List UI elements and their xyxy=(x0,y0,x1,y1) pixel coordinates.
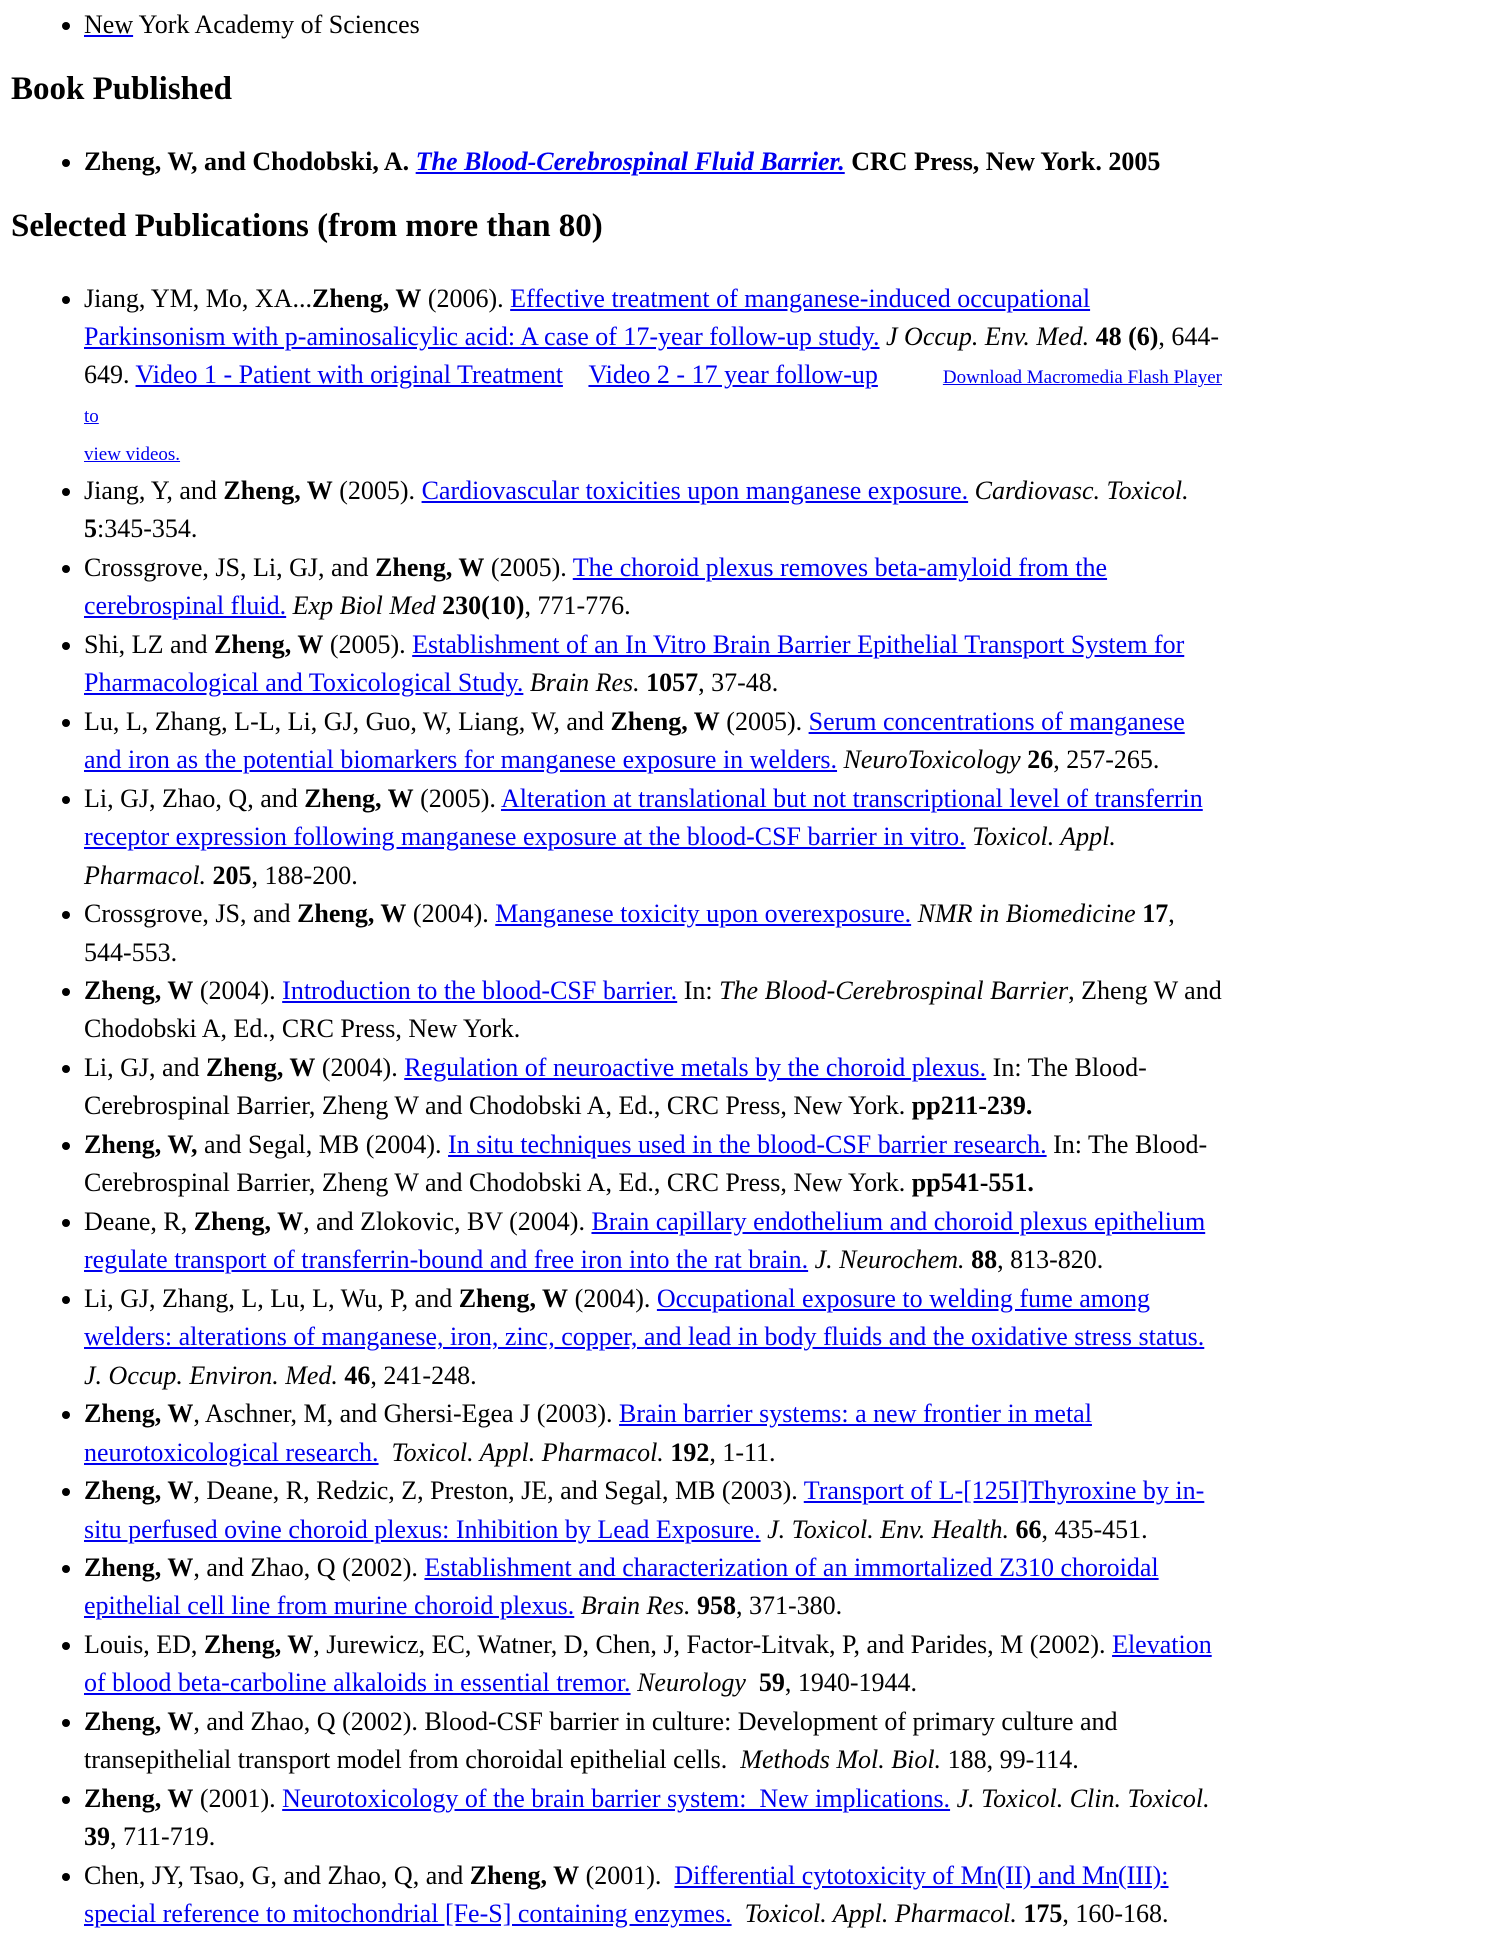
flash-player-download-link[interactable]: Download Macromedia Flash Player to xyxy=(84,367,1223,427)
citation-text: The Blood-Cerebrospinal Barrier xyxy=(719,975,1069,1005)
citation-text: Lu, L, Zhang, L-L, Li, GJ, Guo, W, Liang, W, and xyxy=(84,706,611,736)
publication-citation xyxy=(84,1280,1226,1395)
publication-title-link[interactable]: Occupational exposure to welding fume among welders: alterations of manganese, iron, zinc, copper, and lead in body fluids and the oxidative stress status. xyxy=(84,1283,1205,1352)
citation-text: 66 xyxy=(1015,1514,1042,1544)
citation-text: Brain Res. xyxy=(574,1591,698,1621)
citation-text: J. Occup. Environ. Med. xyxy=(84,1360,345,1390)
citation-text: Methods Mol. Biol. xyxy=(733,1745,948,1775)
citation-text: 26 xyxy=(1027,745,1054,775)
citation-text: (2004). xyxy=(193,975,283,1005)
citation-text: 48 (6) xyxy=(1095,322,1159,351)
publication-title-link[interactable]: Alteration at translational but not transcriptional level of transferrin receptor expression following manganese exposure at the blood-CSF barrier in vitro. xyxy=(84,783,1203,852)
citation-text: Zheng, W xyxy=(214,629,324,659)
citation-text: Zheng, W, xyxy=(84,1129,198,1159)
citation-text: 1057 xyxy=(646,668,699,698)
citation-text: Zheng, W xyxy=(223,475,333,505)
citation-text: 230(10) xyxy=(442,591,525,621)
book-citation xyxy=(84,143,1226,181)
citation-text xyxy=(878,360,943,389)
citation-text: Zheng, W xyxy=(375,552,485,582)
publication-citation xyxy=(84,1395,1226,1472)
publication-title-link[interactable]: The choroid plexus removes beta-amyloid from the cerebrospinal fluid. xyxy=(84,552,1108,621)
citation-text: (2005). xyxy=(332,475,422,505)
citation-text: Neurology xyxy=(630,1668,759,1698)
citation-text: , 544-553. xyxy=(84,899,1175,967)
citation-text: , 435-451. xyxy=(1041,1514,1148,1544)
citation-text: , and Zhao, Q (2002). xyxy=(193,1553,425,1582)
publication-title-link[interactable]: Serum concentrations of manganese and iron as the potential biomarkers for manganese exposure in welders. xyxy=(84,706,1185,775)
citation-text: 188, 99-114. xyxy=(947,1745,1079,1775)
publication-title-link[interactable]: Elevation of blood beta-carboline alkaloids in essential tremor. xyxy=(84,1629,1212,1698)
citation-text: :345-354. xyxy=(97,514,198,544)
citation-text: , 241-248. xyxy=(370,1360,477,1390)
citation-text: and Segal, MB (2004). xyxy=(197,1129,449,1159)
citation-text: 46 xyxy=(344,1360,371,1390)
publication-citation xyxy=(84,1626,1226,1703)
citation-text: Zheng, W xyxy=(193,1206,304,1236)
publication-title-link[interactable]: Effective treatment of manganese-induced occupational Parkinsonism with p-aminosalicylic acid: A case of 17-year follow-up study. xyxy=(84,283,1091,351)
citation-text: , 644-649. xyxy=(84,322,1220,390)
citation-text: Li, GJ, Zhang, L, Lu, L, Wu, P, and xyxy=(84,1283,459,1313)
publication-citation xyxy=(84,972,1226,1049)
publication-title-link[interactable]: Transport of L-[125I]Thyroxine by in-situ perfused ovine choroid plexus: Inhibition by Lead Exposure. xyxy=(84,1476,1205,1544)
citation-text: , 160-168. xyxy=(1062,1899,1169,1929)
publication-citation xyxy=(84,472,1226,549)
citation-text: In: The Blood-Cerebrospinal Barrier, Zheng W and Chodobski A, Ed., CRC Press, New York. xyxy=(84,1129,1208,1198)
citation-text: Toxicol. Appl. Pharmacol. xyxy=(84,822,1116,890)
citation-text: Zheng, W xyxy=(84,975,194,1005)
citation-text: , Zheng W and Chodobski A, Ed., CRC Press, New York. xyxy=(84,975,1222,1044)
publication-title-link[interactable]: Differential cytotoxicity of Mn(II) and Mn(III): special reference to mitochondrial [Fe-S] containing enzymes. xyxy=(84,1860,1169,1929)
citation-text: 39 xyxy=(84,1822,110,1852)
citation-text: Zheng, W xyxy=(206,1052,316,1082)
citation-text: Zheng, W xyxy=(84,1476,194,1506)
citation-text: , 771-776. xyxy=(524,591,631,621)
citation-text: (2006). xyxy=(421,283,511,313)
citation-text xyxy=(563,360,589,389)
citation-text: 88 xyxy=(971,1245,998,1275)
citation-text: , 711-719. xyxy=(110,1822,216,1852)
publication-title-link[interactable]: Cardiovascular toxicities upon manganese exposure. xyxy=(421,475,969,505)
publication-title-link[interactable]: Establishment of an In Vitro Brain Barrier Epithelial Transport System for Pharmacological and Toxicological Study. xyxy=(84,629,1185,698)
citation-text: Brain Res. xyxy=(523,668,647,698)
citation-text: Exp Biol Med xyxy=(286,591,443,621)
publication-citation xyxy=(84,895,1226,972)
publication-title-link[interactable]: Introduction to the blood-CSF barrier. xyxy=(282,975,678,1005)
publication-title-link[interactable]: Regulation of neuroactive metals by the choroid plexus. xyxy=(404,1052,987,1082)
flash-player-download-link[interactable]: view videos. xyxy=(84,444,181,466)
citation-text: Cardiovasc. Toxicol. xyxy=(968,475,1189,505)
citation-text: , 1940-1944. xyxy=(784,1668,918,1698)
citation-text: (2005). xyxy=(413,783,501,813)
citation-text: 59 xyxy=(758,1668,785,1698)
publications-page xyxy=(11,6,1226,1934)
citation-text: 958 xyxy=(697,1591,737,1621)
citation-text: Li, GJ, and xyxy=(84,1052,207,1082)
citation-text: Jiang, Y, and xyxy=(84,475,224,505)
citation-text: Chen, JY, Tsao, G, and Zhao, Q, and xyxy=(84,1860,470,1890)
citation-text: 17 xyxy=(1142,899,1169,929)
citation-text: Li, GJ, Zhao, Q, and xyxy=(84,783,305,813)
citation-text: York Academy of Sciences xyxy=(133,10,420,39)
book-published-heading: Book Published xyxy=(11,71,233,108)
publication-title-link[interactable]: Neurotoxicology of the brain barrier system: New implications. xyxy=(282,1783,951,1813)
citation-text: (2004). xyxy=(315,1052,405,1082)
video-1-link[interactable]: Video 1 - Patient with original Treatment xyxy=(135,360,563,390)
citation-text: 205 xyxy=(212,860,252,890)
affiliations-list xyxy=(11,6,1226,44)
video-2-link[interactable]: Video 2 - 17 year follow-up xyxy=(588,360,878,390)
publication-citation xyxy=(84,1049,1226,1126)
citation-text: (2001). xyxy=(193,1783,283,1813)
citation-text: Zheng, W xyxy=(84,1706,194,1736)
citation-text: Zheng, W xyxy=(84,1783,194,1813)
citation-text: Zheng, W xyxy=(203,1629,314,1659)
publication-citation xyxy=(84,1126,1226,1203)
citation-text: , 37-48. xyxy=(698,668,779,698)
citation-text: , 813-820. xyxy=(997,1245,1104,1275)
citation-text: , Deane, R, Redzic, Z, Preston, JE, and Segal, MB (2003). xyxy=(193,1476,804,1506)
book-published-list xyxy=(11,143,1226,181)
citation-text: CRC Press, New York. 2005 xyxy=(844,146,1161,176)
citation-text: (2004). xyxy=(568,1283,657,1313)
selected-publications-heading: Selected Publications (from more than 80) xyxy=(11,208,603,245)
citation-text: (2005). xyxy=(484,552,573,582)
publication-citation xyxy=(84,549,1226,626)
citation-text: Zheng, W, and Chodobski, A. xyxy=(84,146,416,176)
publication-title-link[interactable]: Establishment and characterization of an immortalized Z310 choroidal epithelial cell line from murine choroid plexus. xyxy=(84,1553,1159,1621)
citation-text: Crossgrove, JS, Li, GJ, and xyxy=(84,552,376,582)
citation-text: , 188-200. xyxy=(251,860,358,890)
citation-text: (2004). xyxy=(406,899,496,929)
citation-text: Louis, ED, xyxy=(84,1629,204,1659)
citation-text: Deane, R, xyxy=(84,1206,194,1236)
publication-title-link[interactable]: Brain capillary endothelium and choroid plexus epithelium regulate transport of transferrin-bound and free iron into the rat brain. xyxy=(84,1206,1206,1275)
citation-text: Crossgrove, JS, and xyxy=(84,899,298,929)
citation-text: Zheng, W xyxy=(304,783,414,813)
new-york-academy-link[interactable]: New xyxy=(84,10,134,39)
citation-text: (2005). xyxy=(719,706,809,736)
book-title-link[interactable]: The Blood-Cerebrospinal Fluid Barrier. xyxy=(415,146,845,176)
citation-text: (2005). xyxy=(323,629,413,659)
citation-text: Jiang, YM, Mo, XA... xyxy=(84,283,312,313)
publication-citation xyxy=(84,703,1226,780)
publication-citation xyxy=(84,1549,1226,1626)
citation-text: Zheng, W xyxy=(84,1399,194,1429)
citation-text: , 257-265. xyxy=(1053,745,1160,775)
publication-citation xyxy=(84,1472,1226,1549)
citation-text: Zheng, W xyxy=(469,1860,580,1890)
citation-text: pp211-239. xyxy=(911,1091,1033,1121)
citation-text: , 1-11. xyxy=(709,1437,776,1467)
citation-text: J. Toxicol. Env. Health. xyxy=(760,1514,1016,1544)
citation-text: , and Zlokovic, BV (2004). xyxy=(303,1206,592,1236)
citation-text: J Occup. Env. Med. xyxy=(879,322,1096,351)
publication-citation xyxy=(84,1780,1226,1857)
citation-text: 175 xyxy=(1023,1899,1063,1929)
citation-text: , Aschner, M, and Ghersi-Egea J (2003). xyxy=(193,1399,620,1429)
publication-title-link[interactable]: In situ techniques used in the blood-CSF barrier research. xyxy=(448,1129,1047,1159)
citation-text: 192 xyxy=(670,1437,710,1467)
citation-text: Zheng, W xyxy=(297,899,407,929)
publication-citation xyxy=(84,1857,1226,1934)
publication-citation xyxy=(84,626,1226,703)
citation-text: In: xyxy=(677,975,720,1005)
citation-text: NeuroToxicology xyxy=(837,745,1028,775)
citation-text: Zheng, W xyxy=(610,706,720,736)
citation-text: , Jurewicz, EC, Watner, D, Chen, J, Factor-Litvak, P, and Parides, M (2002). xyxy=(313,1629,1113,1659)
citation-text: J. Toxicol. Clin. Toxicol. xyxy=(950,1783,1210,1813)
citation-text: Toxicol. Appl. Pharmacol. xyxy=(378,1437,671,1467)
citation-text: (2001). xyxy=(579,1860,675,1890)
citation-text: Zheng, W xyxy=(311,283,422,313)
publication-title-link[interactable]: Brain barrier systems: a new frontier in metal neurotoxicological research. xyxy=(84,1399,1092,1467)
publication-citation xyxy=(84,780,1226,895)
publication-title-link[interactable]: Manganese toxicity upon overexposure. xyxy=(495,899,912,929)
citation-text: In: The Blood-Cerebrospinal Barrier, Zheng W and Chodobski A, Ed., CRC Press, New York. xyxy=(84,1052,1147,1121)
citation-text: Shi, LZ and xyxy=(84,629,214,659)
citation-text: , and Zhao, Q (2002). Blood-CSF barrier in culture: Development of primary culture and transepithelial transport model from choroidal epithelial cells. xyxy=(84,1706,1118,1775)
citation-text: Zheng, W xyxy=(458,1283,569,1313)
citation-text: NMR in Biomedicine xyxy=(911,899,1143,929)
citation-text: pp541-551. xyxy=(911,1168,1034,1198)
affiliation-item xyxy=(84,6,1226,44)
publication-citation xyxy=(84,1203,1226,1280)
publication-citation xyxy=(84,280,1226,472)
citation-text: , 371-380. xyxy=(736,1591,843,1621)
citation-text: J. Neurochem. xyxy=(808,1245,972,1275)
citation-text: Toxicol. Appl. Pharmacol. xyxy=(731,1899,1024,1929)
publication-citation xyxy=(84,1703,1226,1780)
citation-text: 5 xyxy=(84,514,97,544)
citation-text: Zheng, W xyxy=(84,1553,194,1582)
selected-publications-list xyxy=(11,280,1226,1934)
